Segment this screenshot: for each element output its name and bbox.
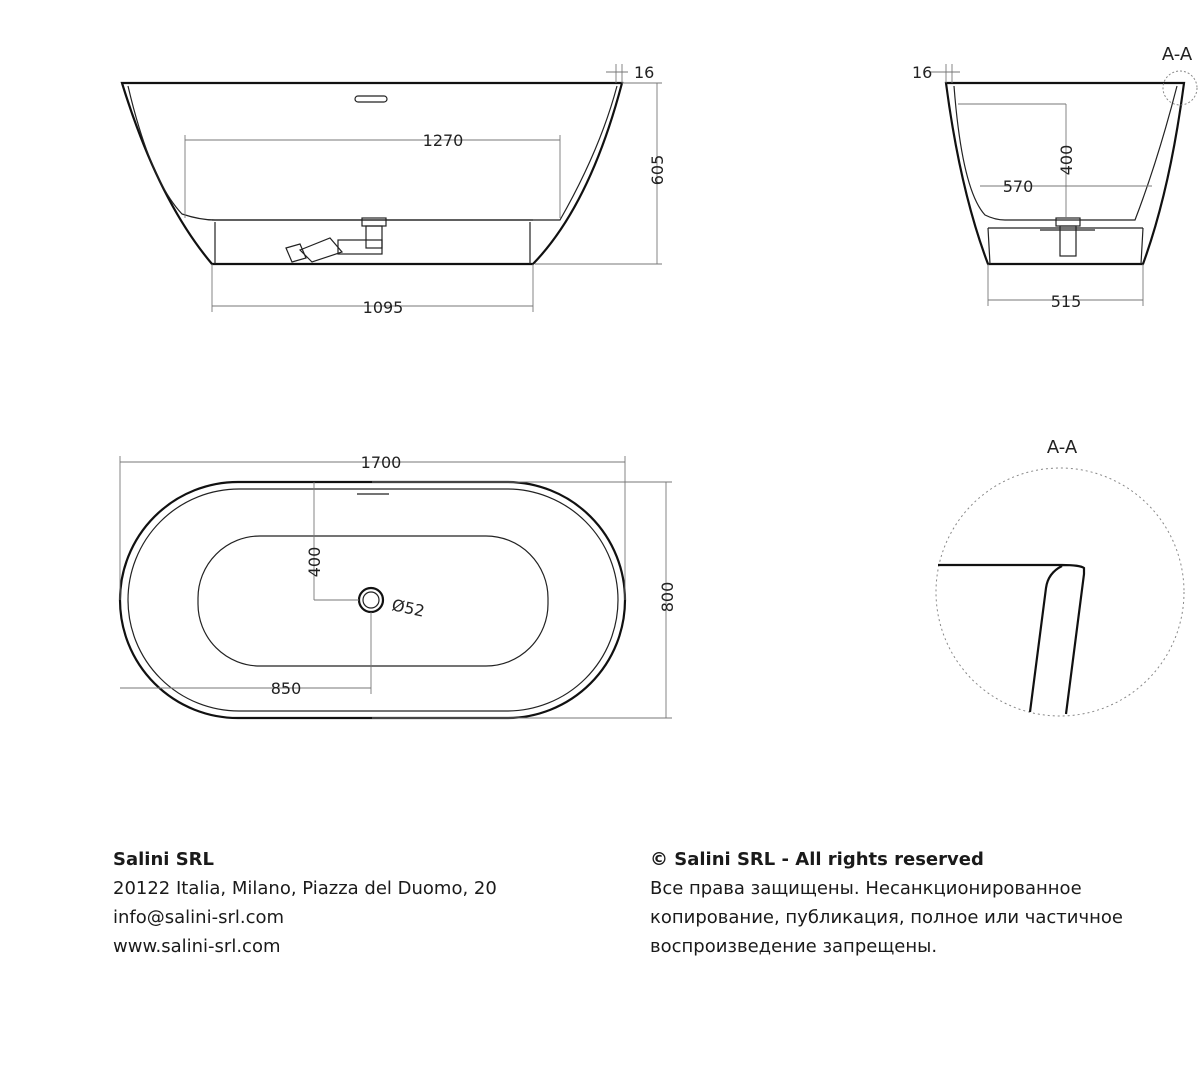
copyright-notice <box>650 845 1170 961</box>
copyright-title: © Salini SRL - All rights reserved <box>650 849 984 870</box>
dim-1095 <box>212 264 533 317</box>
overflow-icon <box>355 96 387 102</box>
dim-label-400-end: 400 <box>1057 144 1076 176</box>
dim-label-16-end: 16 <box>912 63 933 82</box>
dim-400-plan <box>305 482 359 600</box>
plan-view-inner-rim <box>128 489 618 711</box>
side-view <box>122 63 667 317</box>
company-email[interactable]: info@salini-srl.com <box>113 907 285 928</box>
dim-515 <box>988 264 1143 311</box>
detail-label: A-A <box>1046 437 1078 458</box>
dim-1270 <box>185 131 560 218</box>
company-website[interactable]: www.salini-srl.com <box>113 936 281 957</box>
dim-label-515: 515 <box>1050 292 1082 311</box>
section-circle-marker <box>1163 71 1197 105</box>
end-view <box>912 44 1197 311</box>
dim-16-end <box>912 63 960 83</box>
dim-1700 <box>120 453 625 600</box>
dim-label-16-side: 16 <box>634 63 655 82</box>
detail-rim-profile <box>938 565 1084 714</box>
plan-view-basin <box>198 536 548 666</box>
section-label-end: A-A <box>1161 44 1193 65</box>
dim-label-605: 605 <box>648 154 667 186</box>
dim-label-1095: 1095 <box>362 298 404 317</box>
dim-label-diameter: Ø52 <box>390 595 427 621</box>
company-address: 20122 Italia, Milano, Piazza del Duomo, 20 <box>113 878 497 899</box>
dim-label-850: 850 <box>270 679 302 698</box>
dim-label-1270: 1270 <box>422 131 464 150</box>
dim-16-side <box>606 63 654 83</box>
side-view-outline <box>122 83 622 264</box>
drain-assembly-icon <box>286 218 386 262</box>
end-drain-icon <box>1040 218 1095 256</box>
dim-label-570: 570 <box>1002 177 1034 196</box>
dim-label-1700: 1700 <box>360 453 402 472</box>
detail-circle <box>936 468 1184 716</box>
side-view-inner-wall <box>128 86 617 220</box>
plan-view <box>120 453 677 718</box>
dim-label-400-plan: 400 <box>305 546 324 578</box>
copyright-line: копирование, публикация, полное или частичное <box>650 907 1123 928</box>
company-name: Salini SRL <box>113 849 214 870</box>
dim-label-800: 800 <box>658 581 677 613</box>
company-info <box>113 845 573 961</box>
copyright-line: Все права защищены. Несанкционированное <box>650 878 1082 899</box>
detail-view <box>936 437 1184 716</box>
plan-view-outer-rim <box>120 482 625 718</box>
copyright-line: воспроизведение запрещены. <box>650 936 938 957</box>
